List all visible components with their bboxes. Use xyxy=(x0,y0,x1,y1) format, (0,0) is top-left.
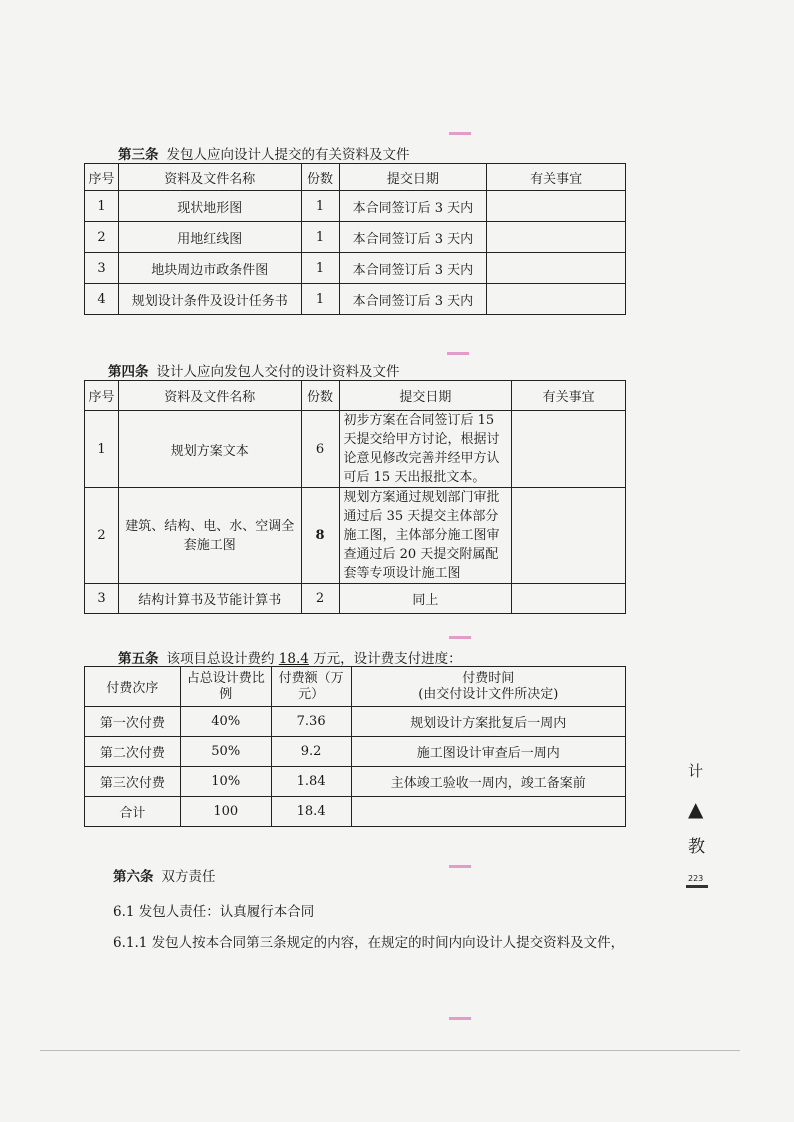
scan-line xyxy=(40,1050,740,1051)
table-row: 1 规划方案文本 6 初步方案在合同签订后 15 天提交给甲方讨论，根据讨论意见修改完善并经甲方认可后 15 天出报批文本。 xyxy=(85,411,626,488)
pink-mark xyxy=(449,132,471,135)
fee-amount: 18.4 xyxy=(278,651,309,667)
table-row: 2 建筑、结构、电、水、空调全套施工图 8 规划方案通过规划部门审批通过后 35 天提交主体部分施工图，主体部分施工图审查通过后 20 天提交附属配套等专项设计施工图 xyxy=(85,488,626,584)
header-cell: 付费次序 xyxy=(85,667,181,707)
table-row: 合计 100 18.4 xyxy=(85,797,626,827)
header-cell: 有关事宜 xyxy=(487,164,626,191)
header-cell: 付费时间 (由交付设计文件所决定) xyxy=(351,667,625,707)
table-row: 第三次付费 10% 1.84 主体竣工验收一周内，竣工备案前 xyxy=(85,767,626,797)
header-cell: 资料及文件名称 xyxy=(118,164,301,191)
header-cell: 提交日期 xyxy=(339,381,512,411)
art4-heading: 第四条 设计人应向发包人交付的设计资料及文件 xyxy=(108,364,400,380)
table-header-row xyxy=(85,164,626,191)
pink-mark xyxy=(449,636,471,639)
paragraph-6-1: 6.1 发包人责任：认真履行本合同 xyxy=(113,904,315,920)
table-header-row xyxy=(85,381,626,411)
table-row: 3 地块周边市政条件图 1 本合同签订后 3 天内 xyxy=(85,253,626,284)
side-mark-text: ▲ xyxy=(688,797,704,821)
paragraph-6-1-1: 6.1.1 发包人按本合同第三条规定的内容，在规定的时间内向设计人提交资料及文件， xyxy=(113,935,625,951)
pink-mark xyxy=(447,352,469,355)
table-row: 3 结构计算书及节能计算书 2 同上 xyxy=(85,584,626,614)
header-cell: 提交日期 xyxy=(339,164,487,191)
art4-table xyxy=(84,380,626,614)
art6-heading: 第六条 双方责任 xyxy=(113,869,216,885)
table-row: 1 现状地形图 1 本合同签订后 3 天内 xyxy=(85,191,626,222)
header-cell: 序号 xyxy=(85,381,119,411)
header-cell: 占总设计费比例 xyxy=(180,667,271,707)
pink-mark xyxy=(449,1017,471,1020)
side-mark-text: 223 xyxy=(688,874,704,883)
table-header-row xyxy=(85,667,626,707)
art3-table xyxy=(84,163,626,315)
table-row: 第一次付费 40% 7.36 规划设计方案批复后一周内 xyxy=(85,707,626,737)
scan-line xyxy=(686,885,708,888)
table-row: 第二次付费 50% 9.2 施工图设计审查后一周内 xyxy=(85,737,626,767)
pink-mark xyxy=(449,865,471,868)
header-cell: 资料及文件名称 xyxy=(118,381,301,411)
header-cell: 序号 xyxy=(85,164,119,191)
art3-heading: 第三条 发包人应向设计人提交的有关资料及文件 xyxy=(118,147,410,163)
table-row: 2 用地红线图 1 本合同签订后 3 天内 xyxy=(85,222,626,253)
header-cell: 份数 xyxy=(301,164,339,191)
table-row: 4 规划设计条件及设计任务书 1 本合同签订后 3 天内 xyxy=(85,284,626,315)
header-cell: 份数 xyxy=(301,381,339,411)
header-cell: 付费额（万元） xyxy=(271,667,351,707)
side-mark-text: 计 xyxy=(688,762,704,780)
art5-heading: 第五条 该项目总设计费约 18.4 万元，设计费支付进度： xyxy=(118,651,462,667)
side-mark-text: 教 xyxy=(688,837,705,857)
art5-table xyxy=(84,666,626,827)
header-cell: 有关事宜 xyxy=(512,381,626,411)
